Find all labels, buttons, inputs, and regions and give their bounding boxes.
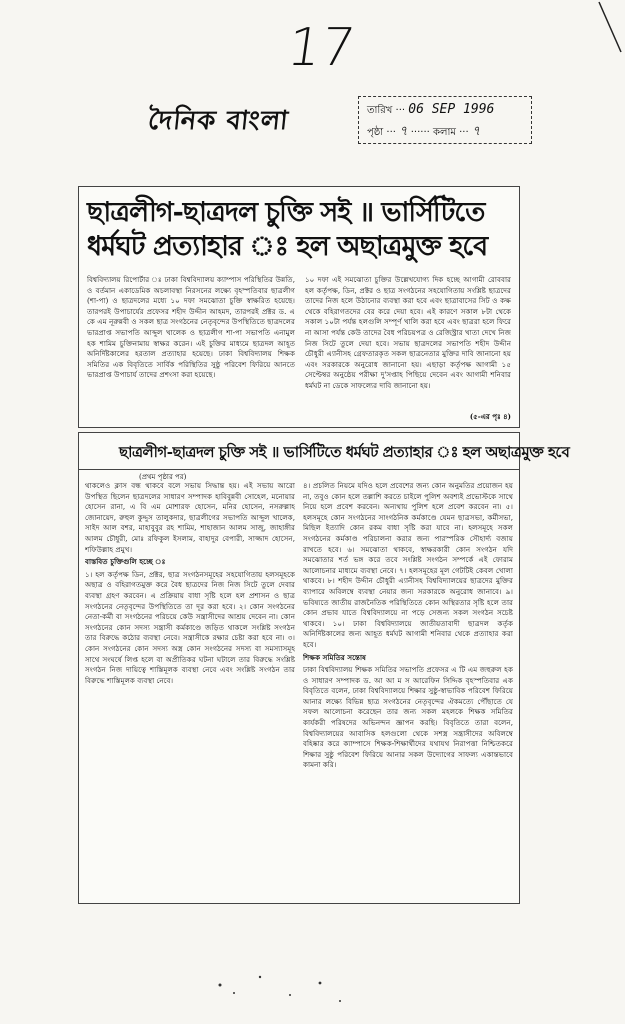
stamp-page-row: পৃষ্ঠা ··· ৭ ······ কলাম ··· ৭: [367, 124, 481, 139]
news-clipping-continuation: [78, 432, 570, 904]
agreement-points-left: ১। হল কর্তৃপক্ষ ডিন, প্রক্টর, ছাত্র সংগঠনসমূহের সহযোগিতায় হলসমূহকে অছাত্র ও বহিরাগতমুক্ত করে বৈধ ছাত্রদের নিজ নিজ সিটে তুলে দেবার ব্যবস্থা গ্রহণ করবেন। এ প্রক্রিয়ায় বাধা সৃষ্টি হলে হল প্রশাসন ও ছাত্র সংগঠনের নেতৃবৃন্দের উপস্থিতিতে তা দূর করা হবে। ২। কোন সংগঠনের নেতা-কর্মী বা সংগঠনের পরিচয়ে কেউ সন্ত্রাসীদের আশ্রয় দেবেন না। কোন সংগঠনের কোন সদস্য সন্ত্রাসী কর্মকাণ্ডে জড়িত থাকলে সংশ্লিষ্ট সংগঠন তার বিরুদ্ধে কঠোর ব্যবস্থা নেবে। সন্ত্রাসীকে রক্ষার চেষ্টা করা হবে না। ৩। কোন সংগঠনের কোন সদস্য অস্ত্র কোন সংগঠনের সদস্য বা সমস্যাসমূহ সাথে সংঘর্ষে লিপ্ত হলে বা অপ্রীতিকর ঘটনা ঘটালে তার বিরুদ্ধে সংশ্লিষ্ট সংগঠন নিজ দায়িত্বে শাস্তিমূলক ব্যবস্থা নেবে এবং সংশ্লিষ্ট সংগঠন তার বিরুদ্ধে শাস্তিমূলক ব্যবস্থা নেবে।: [85, 569, 295, 685]
stamp-column-value: ৭: [471, 124, 481, 139]
page-number: 17: [283, 18, 359, 78]
intro-paragraph: থাকলেও ক্লাস বন্ধ থাকবে বলে সভায় সিদ্ধান্ত হয়। এই সভায় আরো উপস্থিত ছিলেন ছাত্রদলের সাধারণ সম্পাদক হাবিবুন্নবী সোহেল, মনোয়ার হোসেন রানা, এ বি এম মোশারফ হোসেন, মনির হোসেন, নসরুল্লাহ জোনায়েদ, রুহুল কুদ্দুস তালুকদার, ছাত্রলীগের সভাপতি আব্দুল খালেক, সাইদ আল বশর, মাহাবুবুর রহ শামিম, শাহাজান আলম সাজু, জাহাঙ্গীর আলম চৌধুরী, মোঃ রফিকুল ইসলাম, বাহাদুর বেপারী, সাজ্জাদ হোসেন, শফিউল্লাহ প্রমুখ।: [85, 481, 295, 554]
agreement-subhead: বাস্তবিত চুক্তিগুলি হচ্ছে ঃ: [85, 557, 166, 567]
agreement-points-right: ৪। প্রচলিত নিয়মে যদিও হলে প্রবেশের জন্য কোন অনুমতির প্রয়োজন হয় না, তবুও কোন হলে তল্লাশি করতে চাইলে পুলিশ অবশ্যই প্রভোস্টকে সাথে নিয়ে হলে প্রবেশ করবেন। অন্যথায় পুলিশ হলে প্রবেশ করবেন না। ৫। হলসমূহে কোন সংগঠনের সাংগঠনিক কর্মকাণ্ডে যেমন ছাত্রসভা, কর্মীসভা, মিছিল ইত্যাদি কোন রকম বাধা সৃষ্টি করা যাবে না। হলসমূহে সকল সংগঠনের কর্মকাণ্ড পরিচালনা করার জন্য পারস্পরিক সৌহার্দ্য বজায় রাখতে হবে। ৬। সমঝোতা থাকবে, স্বাক্ষরকারী কোন সংগঠন যদি সমঝোতার শর্ত ভঙ্গ করে তবে সংশ্লিষ্ট সংগঠন সম্পর্কে এই ফোরাম আলোচনার মাধ্যমে ব্যবস্থা নেবে। ৭। হলসমূহের মূল গেটটিই কেবল খোলা থাকবে। ৮। শহীদ উদ্দীন চৌধুরী এ্যানীসহ বিশ্ববিদ্যালয়ের ছাত্রদের মুক্তির ব্যাপারে অবিলম্বে ব্যবস্থা নেয়ার জন্য সরকারকে অনুরোধ জানাবে। ৯। ভবিষ্যতে জাতীয় রাজনৈতিক পরিস্থিতিতে কোন অস্থিরতার সৃষ্টি হলে তার কোন প্রভাব যাতে বিশ্ববিদ্যালয়ে না পড়ে সেজন্য সকল সংগঠন সচেষ্ট থাকবে। ১০। ঢাকা বিশ্ববিদ্যালয়ে জাতীয়তাবাদী ছাত্রদল কর্তৃক অনির্দিষ্টকালের জন্য আহূত ধর্মঘট আগামী শনিবার থেকে প্রত্যাহার করা হবে।: [303, 481, 513, 649]
stamp-page-value: ৭: [399, 124, 408, 139]
article-column-left: বিশ্ববিদ্যালয় রিপোর্টার ঃ ঢাকা বিশ্ববিদ্যালয় ক্যাম্পাস পরিস্থিতির উন্নতি, ও বর্তমান একাডেমিক অচলাবস্থা নিরসনের লক্ষ্যে বৃহস্পতিবার ছাত্রলীগ (শা-পা) ও ছাত্রদলের মধ্যে ১০ দফা সমঝোতা চুক্তি স্বাক্ষরিত হয়েছে। তারপরই উপাচার্যের প্রফেসর শহীদ উদ্দীন আহমদ, তারপরই প্রক্টর ড. এ কে এম নূরুন্নবী ও সকল ছাত্র সংগঠনের নেতৃবৃন্দের উপস্থিতিতে ছাত্রদলের ভারপ্রাপ্ত সভাপতি আব্দুল খালেক ও ছাত্রলীগ শা-পা সভাপতি এনামুল হক শামিম চুক্তিনামায় স্বাক্ষর করেন। এই চুক্তির মাধ্যমে ছাত্রদল আহূত অনির্দিষ্টকালের হরতাল প্রত্যাহার হয়েছে। ঢাকা বিশ্ববিদ্যালয় শিক্ষক সমিতির এক বিবৃতিতে সার্বিক পরিস্থিতির সুষ্ঠু পরিবেশ ফিরিয়ে আনতে ভারপ্রাপ্ত উপাচার্য তাদের প্রশংসা করা হয়েছে।: [87, 275, 295, 380]
continuation-column-right: [303, 481, 513, 899]
teachers-subhead: শিক্ষক সমিতির সন্তোষ: [303, 652, 366, 662]
archive-stamp: [358, 96, 532, 144]
paper-specks: [200, 965, 360, 1015]
continuation-column-left: [85, 481, 295, 899]
stamp-page-label: পৃষ্ঠা: [367, 127, 384, 138]
news-clipping-front: [78, 186, 520, 428]
article-column-right: ১০ দফা এই সমঝোতা চুক্তির উল্লেখযোগ্য দিক হচ্ছে আগামী রোববার হল কর্তৃপক্ষ, ডিন, প্রক্টর ও ছাত্র সংগঠনের সহযোগিতায় সংশ্লিষ্ট ছাত্রদের তাদের নিজ হলে উঠানোর ব্যবস্থা করা হবে এবং ছাত্রাবাসের সিট ও কক্ষ থেকে বহিরাগতদের বের করে দেয়া হবে। এই কারণে সকাল ৮টা থেকে সকাল ১০টা পর্যন্ত হলগুলি সম্পূর্ণ খালি করা হবে এবং ছাত্ররা হলে ফিরে না আসা পর্যন্ত কেউ তাদের বৈধ পরিচয়পত্র ও রেজিস্ট্রার খাতা দেখে নিজ নিজ সিটে তুলে দেয়া হবে। সভায় ছাত্রদলের সভাপতি শহীদ উদ্দীন চৌধুরী এ্যানীসহ গ্রেফতারকৃত সকল ছাত্রনেতার মুক্তির দাবি জানানো হয় এবং সরকারকে অনুরোধ জানানো হয়। এছাড়া কর্তৃপক্ষ আগামী ১৫ সেপ্টেম্বর অনুষ্ঠেয় পরীক্ষা দু'সপ্তাহ পিছিয়ে দেবেন এবং আগামী শনিবার ধর্মঘট না ডেকে সাফল্যের দাবি জানানো হয়।: [305, 275, 511, 390]
teachers-statement: ঢাকা বিশ্ববিদ্যালয় শিক্ষক সমিতির সভাপতি প্রফেসর এ টি এম জহুরুল হক ও সাধারণ সম্পাদক ড. আ আ ম স আরেফিন সিদ্দিক বৃহস্পতিবার এক বিবৃতিতে বলেন, ঢাকা বিশ্ববিদ্যালয়ে শিক্ষার সুষ্ঠু-স্বাভাবিক পরিবেশ ফিরিয়ে আনার লক্ষ্যে বিভিন্ন ছাত্র সংগঠনের নেতৃবৃন্দের ঐকমত্যে পৌঁছাতে যে সফল আলোচনা করেছেন তার জন্য সকল মহলকে শিক্ষক সমিতির কার্যকরী পরিষদের অভিনন্দন জ্ঞাপন করছি। বিবৃতিতে তারা বলেন, বিশ্ববিদ্যালয়ের আবাসিক হলগুলো থেকে সশস্ত্র সন্ত্রাসীদের অবিলম্বে বহিষ্কার করে ক্যাম্পাসে শিক্ষক-শিক্ষার্থীদের যথাযথ নিরাপত্তা নিশ্চিতকরে শিক্ষার সুষ্ঠু পরিবেশ ফিরিয়ে আনার সকল উদ্যোগের সাফল্য একান্তভাবে কামনা করি।: [303, 665, 513, 770]
newspaper-name: দৈনিক বাংলা: [146, 106, 291, 136]
stamp-date-row: তারিখ ··· 06 SEP 1996: [367, 102, 495, 117]
stamp-date-label: তারিখ: [367, 105, 393, 116]
continuation-headline: ছাত্রলীগ-ছাত্রদল চুক্তি সই ॥ ভার্সিটিতে ধর্মঘট প্রত্যাহার ঃ হল অছাত্রমুক্ত হবে: [119, 443, 570, 461]
clipping-headline-line1: ছাত্রলীগ-ছাত্রদল চুক্তি সই ॥ ভার্সিটিতে: [87, 197, 485, 228]
stamp-column-label: কলাম: [433, 127, 456, 138]
continued-note: (৫-এর পৃঃ ৪): [469, 412, 511, 421]
continued-from-note: (প্রথম পৃষ্ঠার পর): [139, 473, 187, 481]
clipping-headline-line2: ধর্মঘট প্রত্যাহার ঃ হল অছাত্রমুক্ত হবে: [87, 231, 488, 262]
corner-pen-mark: [595, 0, 625, 60]
headline-rule: [79, 469, 519, 470]
stamp-date-value: 06 SEP 1996: [408, 102, 495, 117]
